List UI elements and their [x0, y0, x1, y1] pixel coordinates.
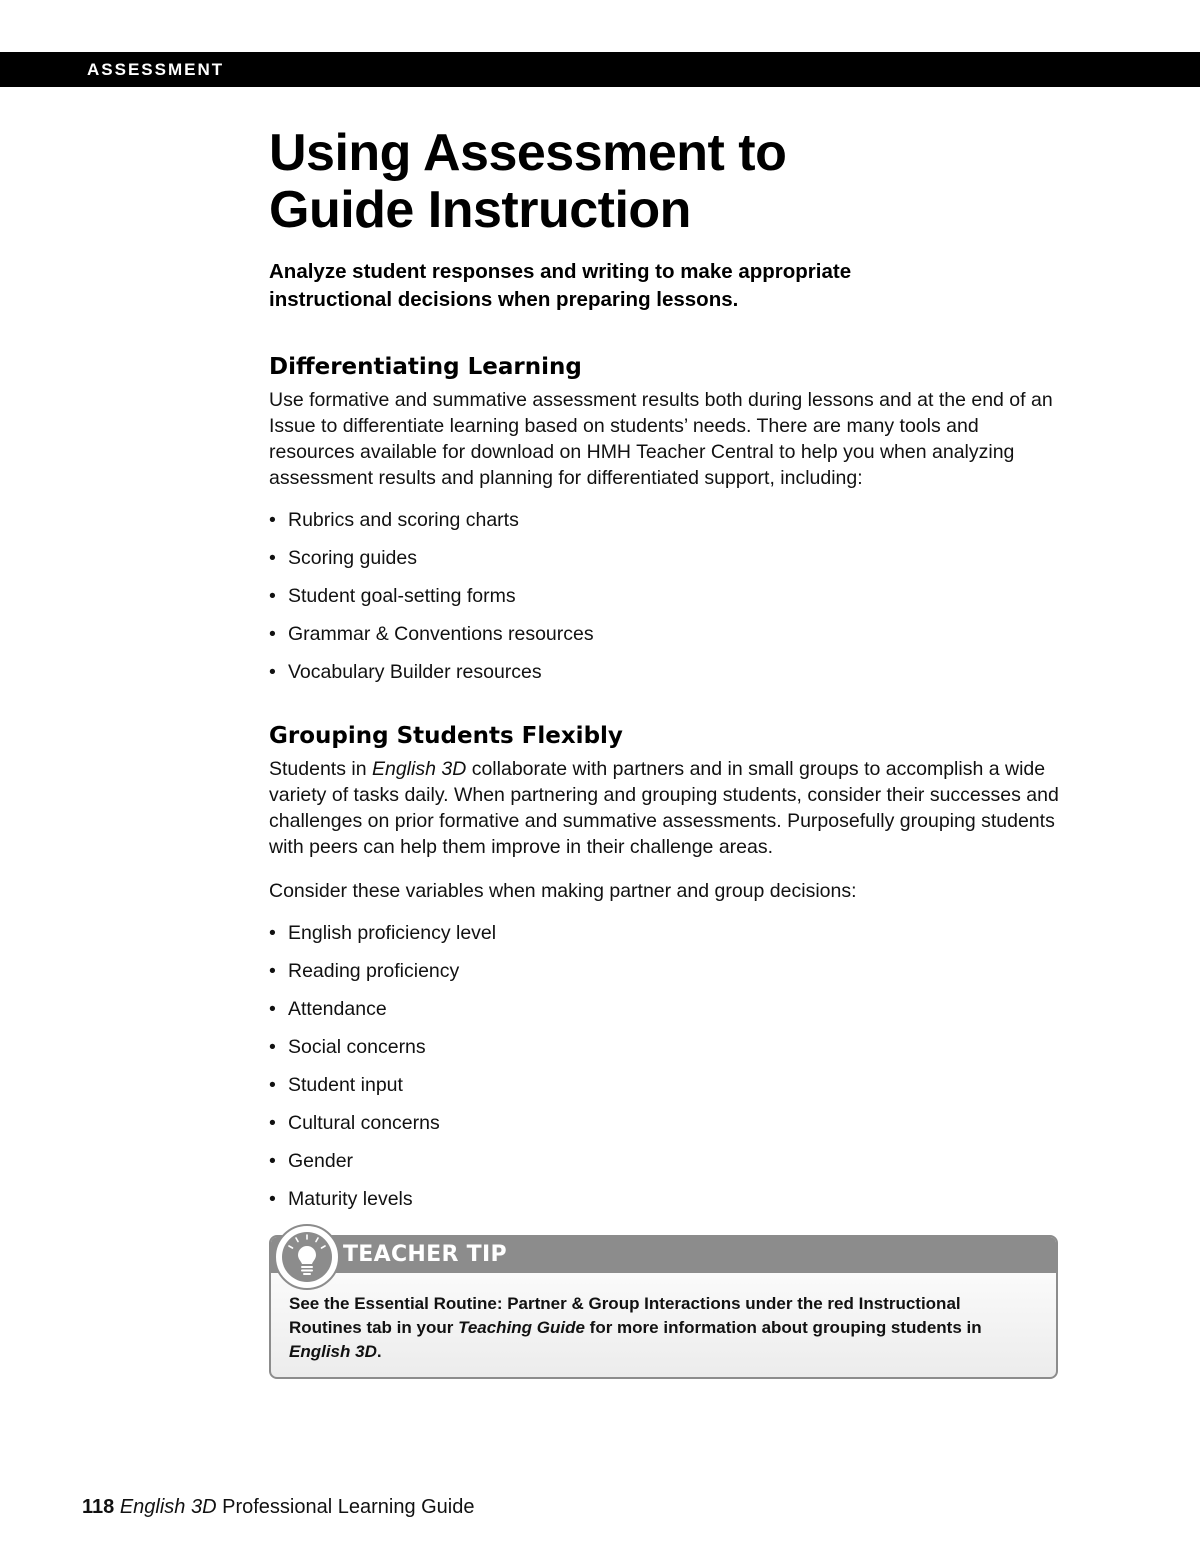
- page-number: 118: [82, 1496, 115, 1518]
- page-title-line-2: Guide Instruction: [269, 181, 691, 239]
- teacher-tip-title: TEACHER TIP: [343, 1242, 507, 1267]
- tip-text-part-1: See the Essential Routine: Partner & Group Interactions under the red Instructional Routines tab in your: [289, 1294, 961, 1337]
- page-subtitle: [269, 258, 1069, 314]
- differentiating-list: [269, 507, 1069, 685]
- list-item: • Vocabulary Builder resources: [269, 659, 1069, 685]
- book-title-italic: English 3D: [371, 758, 467, 780]
- section-label: ASSESSMENT: [87, 60, 225, 79]
- differentiating-paragraph: Use formative and summative assessment results both during lessons and at the end of an Issue to differentiate learning based on students’ needs. There are many tools and resources available for download on HMH Teacher Central to help you when analyzing assessment results and planning for differentiated support, including:: [269, 389, 1053, 489]
- tip-text-part-2: for more information about grouping students in: [584, 1318, 982, 1337]
- grouping-paragraph-rest: collaborate with partners and in small groups to accomplish a wide variety of tasks daily. When partnering and grouping students, consider their successes and challenges on prior formative and summative assessments. Purposefully grouping students with peers can help them improve in their challenge areas.: [269, 758, 1059, 858]
- main-content: [269, 125, 1069, 1224]
- grouping-heading: Grouping Students Flexibly: [269, 723, 623, 749]
- list-item: • Gender: [269, 1148, 1069, 1174]
- list-item: • Social concerns: [269, 1034, 1069, 1060]
- grouping-paragraph-start: Students in: [269, 758, 372, 780]
- page-title: [269, 125, 1069, 239]
- grouping-variables-list: [269, 920, 1069, 1212]
- footer-guide-name: Professional Learning Guide: [216, 1496, 475, 1518]
- subtitle-line-2: instructional decisions when preparing lessons.: [269, 288, 739, 311]
- page-footer: [82, 1494, 475, 1520]
- tip-text-part-3: .: [376, 1342, 382, 1361]
- teacher-tip-text: [289, 1292, 1034, 1364]
- section-header-bar: [0, 52, 1200, 87]
- list-item: • Grammar & Conventions resources: [269, 621, 1069, 647]
- teacher-tip-header: [271, 1237, 1056, 1273]
- list-item: • Reading proficiency: [269, 958, 1069, 984]
- tip-text-italic-1: Teaching Guide: [458, 1318, 585, 1337]
- list-item: • English proficiency level: [269, 920, 1069, 946]
- lightbulb-icon: [274, 1224, 340, 1290]
- grouping-variables-intro: Consider these variables when making partner and group decisions:: [269, 880, 857, 902]
- list-item: • Scoring guides: [269, 545, 1069, 571]
- subtitle-line-1: Analyze student responses and writing to make appropriate: [269, 260, 852, 283]
- list-item: • Maturity levels: [269, 1186, 1069, 1212]
- differentiating-heading: Differentiating Learning: [269, 354, 582, 380]
- page-title-line-1: Using Assessment to: [269, 124, 787, 182]
- list-item: • Student goal-setting forms: [269, 583, 1069, 609]
- grouping-paragraph: [269, 756, 1069, 860]
- list-item: • Attendance: [269, 996, 1069, 1022]
- tip-text-italic-2: English 3D: [289, 1342, 377, 1361]
- list-item: • Rubrics and scoring charts: [269, 507, 1069, 533]
- list-item: • Student input: [269, 1072, 1069, 1098]
- list-item: • Cultural concerns: [269, 1110, 1069, 1136]
- teacher-tip-box: [269, 1235, 1058, 1379]
- footer-book-title: English 3D: [119, 1496, 217, 1518]
